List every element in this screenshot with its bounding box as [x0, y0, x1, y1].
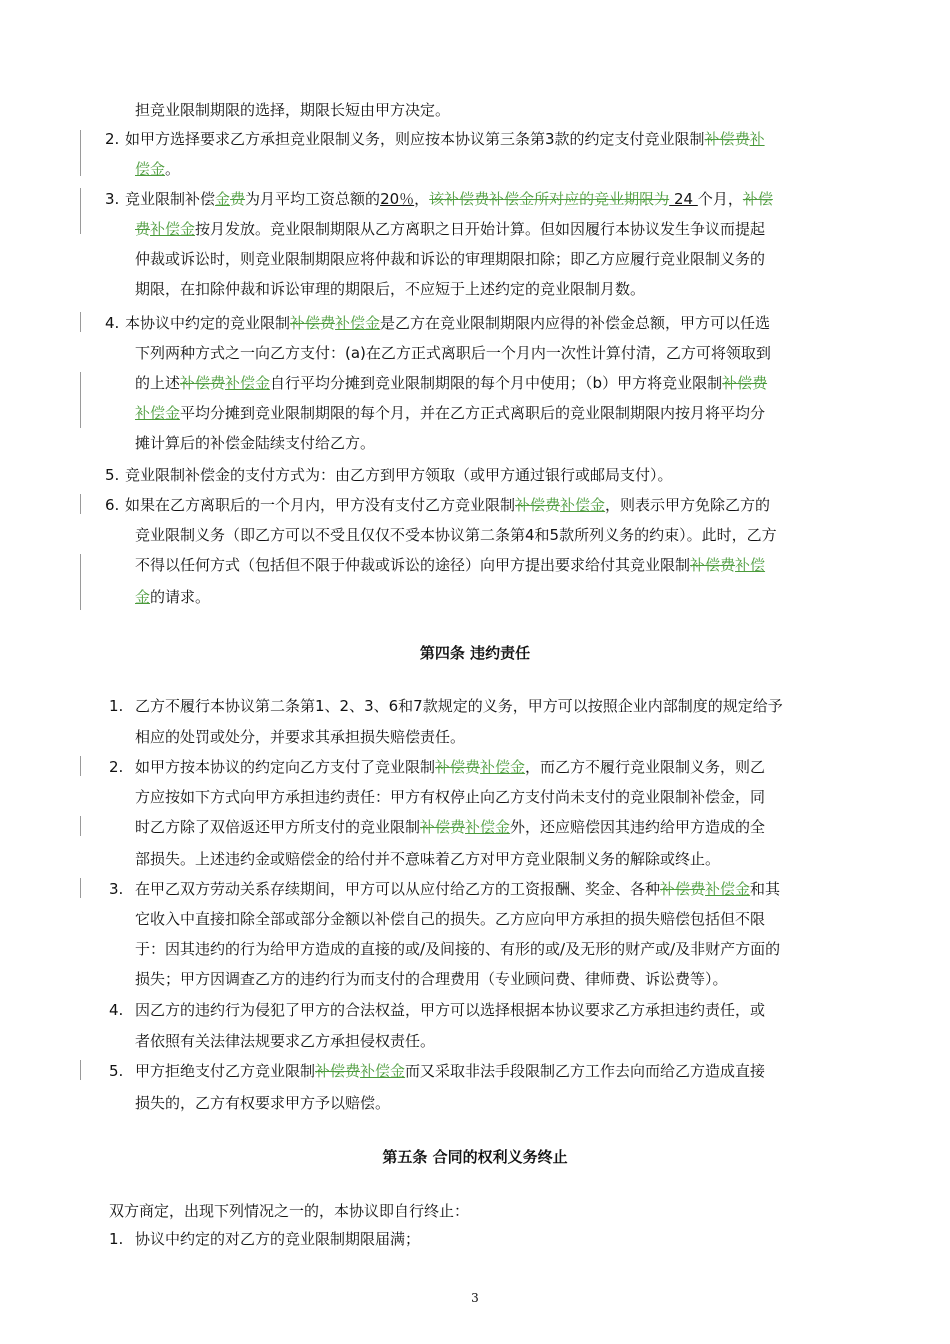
- inserted-text: 补偿: [735, 556, 766, 574]
- paragraph-line: 协议中约定的对乙方的竞业限制期限届满；: [135, 1230, 421, 1248]
- page-number: 3: [471, 1291, 479, 1305]
- paragraph-line: 如果在乙方离职后的一个月内，甲方没有支付乙方竞业限制补偿费补偿金，则表示甲方免除乙方的: [125, 496, 771, 514]
- change-bar: [80, 188, 81, 234]
- list-number: 5.: [105, 466, 120, 484]
- paragraph-line: 部损失。上述违约金或赔偿金的给付并不意味着乙方对甲方竞业限制义务的解除或终止。: [135, 850, 721, 868]
- deleted-text: 补偿费: [290, 314, 336, 332]
- change-bar: [80, 816, 81, 836]
- change-bar: [80, 756, 81, 776]
- paragraph-line: 如甲方选择要求乙方承担竞业限制义务，则应按本协议第三条第3款的约定支付竞业限制补偿费补: [125, 130, 765, 148]
- paragraph-line: 摊计算后的补偿金陆续支付给乙方。: [135, 434, 376, 452]
- inserted-text: 补偿金: [135, 404, 181, 422]
- deleted-text: 补偿费: [660, 880, 706, 898]
- deleted-text: 费: [230, 190, 246, 208]
- inserted-text: 补偿金: [705, 880, 751, 898]
- paragraph-line: 相应的处罚或处分，并要求其承担损失赔偿责任。: [135, 728, 466, 746]
- paragraph-line: 时乙方除了双倍返还甲方所支付的竞业限制补偿费补偿金外，还应赔偿因其违约给甲方造成的全: [135, 818, 766, 836]
- paragraph-line: 方应按如下方式向甲方承担违约责任：甲方有权停止向乙方支付尚未支付的竞业限制补偿金，同: [135, 788, 766, 806]
- deleted-text: 补偿费: [704, 130, 750, 148]
- section-heading: 第四条 违约责任: [419, 644, 531, 662]
- inserted-text: 补偿金: [360, 1062, 406, 1080]
- inserted-text: 补: [749, 130, 765, 148]
- paragraph-line: 竞业限制补偿金费为月平均工资总额的20％，该补偿费补偿金所对应的竞业期限为 24 个月，补偿: [125, 190, 773, 208]
- list-number: 2.: [109, 758, 124, 776]
- paragraph-line: 竞业限制补偿金的支付方式为：由乙方到甲方领取（或甲方通过银行或邮局支付）。: [125, 466, 673, 484]
- paragraph-line: 损失；甲方因调查乙方的违约行为而支付的合理费用（专业顾问费、律师费、诉讼费等）。: [135, 970, 728, 988]
- paragraph-line: 损失的，乙方有权要求甲方予以赔偿。: [135, 1094, 391, 1112]
- change-bar: [80, 554, 81, 610]
- list-number: 3.: [105, 190, 120, 208]
- list-number: 5.: [109, 1062, 124, 1080]
- change-bar: [80, 372, 81, 428]
- deleted-text: 补偿费: [180, 374, 226, 392]
- paragraph-line: 如甲方按本协议的约定向乙方支付了竞业限制补偿费补偿金，而乙方不履行竞业限制义务，则乙: [135, 758, 766, 776]
- paragraph-line: 补偿金平均分摊到竞业限制期限的每个月，并在乙方正式离职后的竞业限制期限内按月将平均分: [135, 404, 766, 422]
- inserted-text: 补偿金: [225, 374, 271, 392]
- paragraph-line: 偿金。: [135, 160, 181, 178]
- paragraph-line: 期限，在扣除仲裁和诉讼审理的期限后，不应短于上述约定的竞业限制月数。: [135, 280, 646, 298]
- paragraph-line: 在甲乙双方劳动关系存续期间，甲方可以从应付给乙方的工资报酬、奖金、各种补偿费补偿金和其: [135, 880, 781, 898]
- change-bar: [80, 878, 81, 898]
- list-number: 3.: [109, 880, 124, 898]
- list-number: 4.: [105, 314, 120, 332]
- paragraph-line: 因乙方的违约行为侵犯了甲方的合法权益，甲方可以选择根据本协议要求乙方承担违约责任，或: [135, 1001, 766, 1019]
- paragraph-line: 担竞业限制期限的选择，期限长短由甲方决定。: [135, 101, 451, 119]
- deleted-text: 费: [135, 220, 151, 238]
- inserted-text: 补偿金: [560, 496, 606, 514]
- deleted-text: 补偿费: [315, 1062, 361, 1080]
- inserted-text: 补偿金: [465, 818, 511, 836]
- inserted-text: 偿金: [135, 160, 166, 178]
- inserted-text: 金: [215, 190, 231, 208]
- list-number: 1.: [109, 697, 124, 715]
- deleted-text: 补偿: [742, 190, 773, 208]
- inserted-text: 补偿金: [480, 758, 526, 776]
- paragraph-line: 甲方拒绝支付乙方竞业限制补偿费补偿金而又采取非法手段限制乙方工作去向而给乙方造成直接: [135, 1062, 766, 1080]
- paragraph-line: 的上述补偿费补偿金自行平均分摊到竞业限制期限的每个月中使用；（b）甲方将竞业限制补偿费: [135, 374, 768, 392]
- section-heading: 第五条 合同的权利义务终止: [382, 1148, 568, 1166]
- inserted-text: 补偿金: [335, 314, 381, 332]
- paragraph-line: 仲裁或诉讼时，则竞业限制期限应将仲裁和诉讼的审理期限扣除；即乙方应履行竞业限制义务的: [135, 250, 766, 268]
- list-number: 1.: [109, 1230, 124, 1248]
- change-bar: [80, 494, 81, 514]
- paragraph-line: 本协议中约定的竞业限制补偿费补偿金是乙方在竞业限制期限内应得的补偿金总额，甲方可以任选: [125, 314, 771, 332]
- paragraph-line: 于：因其违约的行为给甲方造成的直接的或/及间接的、有形的或/及无形的财产或/及非财产方面的: [135, 940, 781, 958]
- paragraph-line: 费补偿金按月发放。竞业限制期限从乙方离职之日开始计算。但如因履行本协议发生争议而提起: [135, 220, 766, 238]
- deleted-text: 补偿费: [435, 758, 481, 776]
- inserted-text: 金: [135, 588, 151, 606]
- list-number: 4.: [109, 1001, 124, 1019]
- change-bar: [80, 1060, 81, 1080]
- paragraph-line: 双方商定，出现下列情况之一的，本协议即自行终止：: [109, 1202, 470, 1220]
- change-bar: [80, 130, 81, 176]
- paragraph-line: 不得以任何方式（包括但不限于仲裁或诉讼的途径）向甲方提出要求给付其竞业限制补偿费补偿: [135, 556, 766, 574]
- inserted-text: 补偿金: [150, 220, 196, 238]
- deleted-text: 补偿费: [420, 818, 466, 836]
- paragraph-line: 金的请求。: [135, 588, 211, 606]
- paragraph-line: 下列两种方式之一向乙方支付：(a)在乙方正式离职后一个月内一次性计算付清，乙方可将领取到: [135, 344, 771, 362]
- list-number: 2.: [105, 130, 120, 148]
- deleted-text: 补偿费: [722, 374, 768, 392]
- paragraph-line: 乙方不履行本协议第二条第1、2、3、6和7款规定的义务，甲方可以按照企业内部制度的规定给予: [135, 697, 783, 715]
- change-bar: [80, 312, 81, 332]
- deleted-text: 该补偿费补偿金所对应的竞业期限为: [429, 190, 670, 208]
- paragraph-line: 者依照有关法律法规要求乙方承担侵权责任。: [135, 1032, 436, 1050]
- paragraph-line: 它收入中直接扣除全部或部分金额以补偿自己的损失。乙方应向甲方承担的损失赔偿包括但不限: [135, 910, 766, 928]
- deleted-text: 补偿费: [690, 556, 736, 574]
- deleted-text: 补偿费: [515, 496, 561, 514]
- list-number: 6.: [105, 496, 120, 514]
- paragraph-line: 竞业限制义务（即乙方可以不受且仅仅不受本协议第二条第4和5款所列义务的约束）。此时，乙方: [135, 526, 777, 544]
